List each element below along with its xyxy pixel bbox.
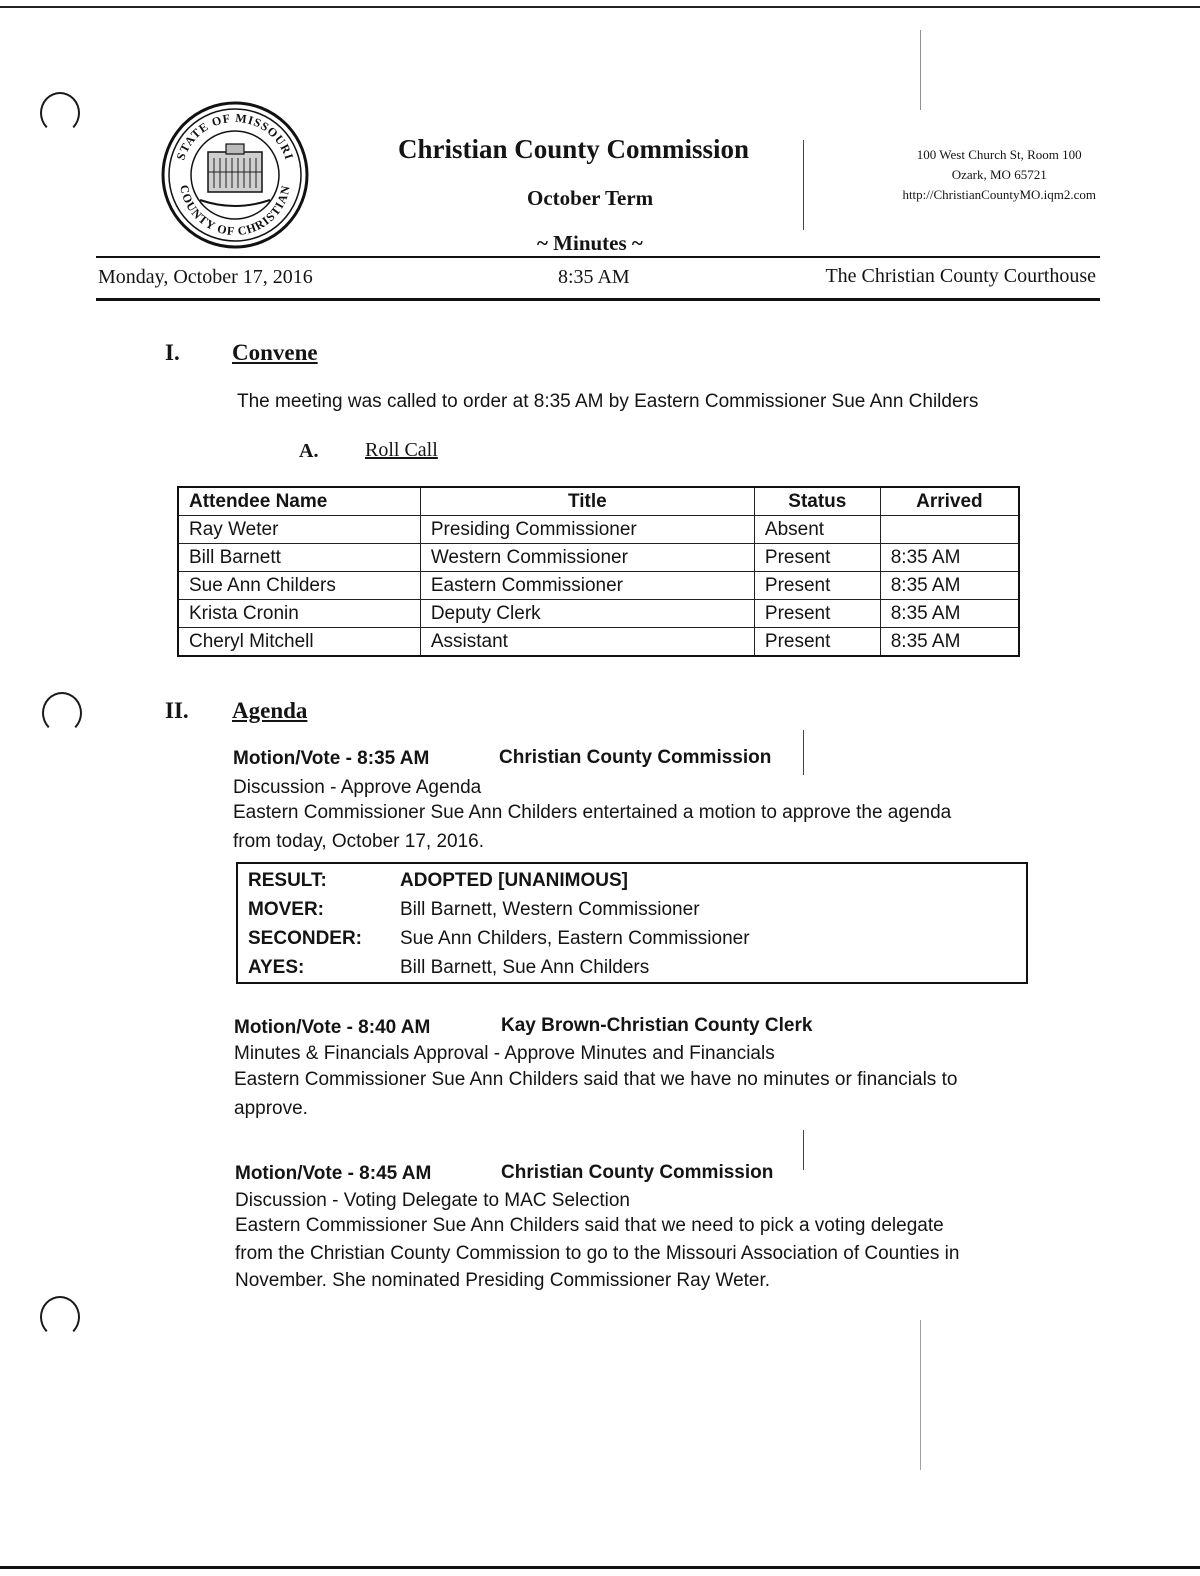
attendee-name: Ray Weter [178,516,420,544]
punch-hole-bottom [40,1296,80,1338]
meeting-time: 8:35 AM [558,266,630,288]
seconder-label: SECONDER: [248,928,363,949]
result-row [248,870,628,892]
roll-call-table [177,486,1020,657]
attendee-title: Deputy Clerk [420,600,754,628]
scan-mark [803,730,804,775]
mover-row [248,899,700,921]
attendee-arrived: 8:35 AM [880,572,1019,600]
section-number-convene: I. [165,340,180,365]
motion-text-line: Eastern Commissioner Sue Ann Childers entertained a motion to approve the agenda [233,802,952,823]
punch-hole-middle [42,692,82,734]
column-header: Arrived [880,487,1019,516]
convene-text: The meeting was called to order at 8:35 AM by Eastern Commissioner Sue Ann Childers [237,391,979,412]
address-line-1: 100 West Church St, Room 100 [916,147,1082,162]
meeting-location: The Christian County Courthouse [825,265,1096,287]
motion-text-line: approve. [234,1098,308,1119]
column-header: Attendee Name [178,487,420,516]
motion-heading: Motion/Vote - 8:45 AM [235,1163,432,1184]
address-block [902,145,1096,205]
header-rule-bottom [96,298,1100,301]
motion-subject: Discussion - Voting Delegate to MAC Selection [235,1190,630,1211]
motion-source: Christian County Commission [499,747,772,768]
motion-text-line: Eastern Commissioner Sue Ann Childers said that we need to pick a voting delegate [235,1215,944,1236]
website-link[interactable]: http://ChristianCountyMO.iqm2.com [902,187,1096,202]
attendee-status: Present [754,544,880,572]
section-title-convene: Convene [232,340,318,365]
column-header: Title [420,487,754,516]
attendee-status: Present [754,572,880,600]
header-rule-top [96,256,1100,258]
minutes-label: ~ Minutes ~ [537,231,643,255]
attendee-title: Eastern Commissioner [420,572,754,600]
county-seal-icon [160,100,310,250]
seconder-value: Sue Ann Childers, Eastern Commissioner [400,928,750,949]
section-title-agenda: Agenda [232,698,308,723]
organization-title: Christian County Commission [398,134,750,164]
mover-label: MOVER: [248,899,324,920]
motion-source: Kay Brown-Christian County Clerk [501,1015,813,1036]
meeting-date: Monday, October 17, 2016 [98,266,313,288]
motion-subject: Minutes & Financials Approval - Approve Minutes and Financials [234,1043,775,1064]
svg-text:STATE OF MISSOURI: STATE OF MISSOURI [173,110,297,162]
table-row [178,572,1019,600]
section-number-agenda: II. [165,698,189,723]
table-header-row [178,487,1019,516]
attendee-title: Presiding Commissioner [420,516,754,544]
attendee-status: Present [754,600,880,628]
scan-mark [803,140,804,230]
table-row [178,516,1019,544]
punch-hole-top [40,92,80,134]
svg-text:COUNTY OF CHRISTIAN: COUNTY OF CHRISTIAN [177,183,293,239]
attendee-arrived: 8:35 AM [880,600,1019,628]
result-value: ADOPTED [UNANIMOUS] [400,870,628,891]
motion-text-line: from the Christian County Commission to go to the Missouri Association of Counties in [235,1243,960,1264]
scan-top-edge [0,6,1200,8]
vote-result-box [236,862,1028,984]
attendee-title: Assistant [420,628,754,657]
scan-bottom-edge [0,1566,1200,1569]
motion-heading: Motion/Vote - 8:40 AM [234,1017,431,1038]
scan-mark [920,30,921,110]
ayes-row [248,957,649,979]
attendee-status: Present [754,628,880,657]
table-row [178,544,1019,572]
attendee-status: Absent [754,516,880,544]
attendee-name: Bill Barnett [178,544,420,572]
roll-call-letter: A. [299,440,319,462]
motion-source: Christian County Commission [501,1162,774,1183]
motion-text-line: Eastern Commissioner Sue Ann Childers said that we have no minutes or financials to [234,1069,958,1090]
attendee-name: Sue Ann Childers [178,572,420,600]
ayes-label: AYES: [248,957,305,978]
scan-mark [803,1130,804,1170]
attendee-name: Krista Cronin [178,600,420,628]
attendee-name: Cheryl Mitchell [178,628,420,657]
table-row [178,600,1019,628]
attendee-arrived [880,516,1019,544]
seconder-row [248,928,750,950]
motion-heading: Motion/Vote - 8:35 AM [233,748,430,769]
column-header: Status [754,487,880,516]
motion-subject: Discussion - Approve Agenda [233,777,482,798]
ayes-value: Bill Barnett, Sue Ann Childers [400,957,650,978]
result-label: RESULT: [248,870,327,891]
roll-call-title: Roll Call [365,439,438,461]
scan-mark [920,1320,921,1470]
address-line-2: Ozark, MO 65721 [951,167,1047,182]
attendee-arrived: 8:35 AM [880,628,1019,657]
mover-value: Bill Barnett, Western Commissioner [400,899,700,920]
attendee-arrived: 8:35 AM [880,544,1019,572]
motion-text-line: from today, October 17, 2016. [233,831,485,852]
attendee-title: Western Commissioner [420,544,754,572]
motion-text-line: November. She nominated Presiding Commissioner Ray Weter. [235,1270,771,1291]
term-label: October Term [527,186,654,210]
table-row [178,628,1019,657]
